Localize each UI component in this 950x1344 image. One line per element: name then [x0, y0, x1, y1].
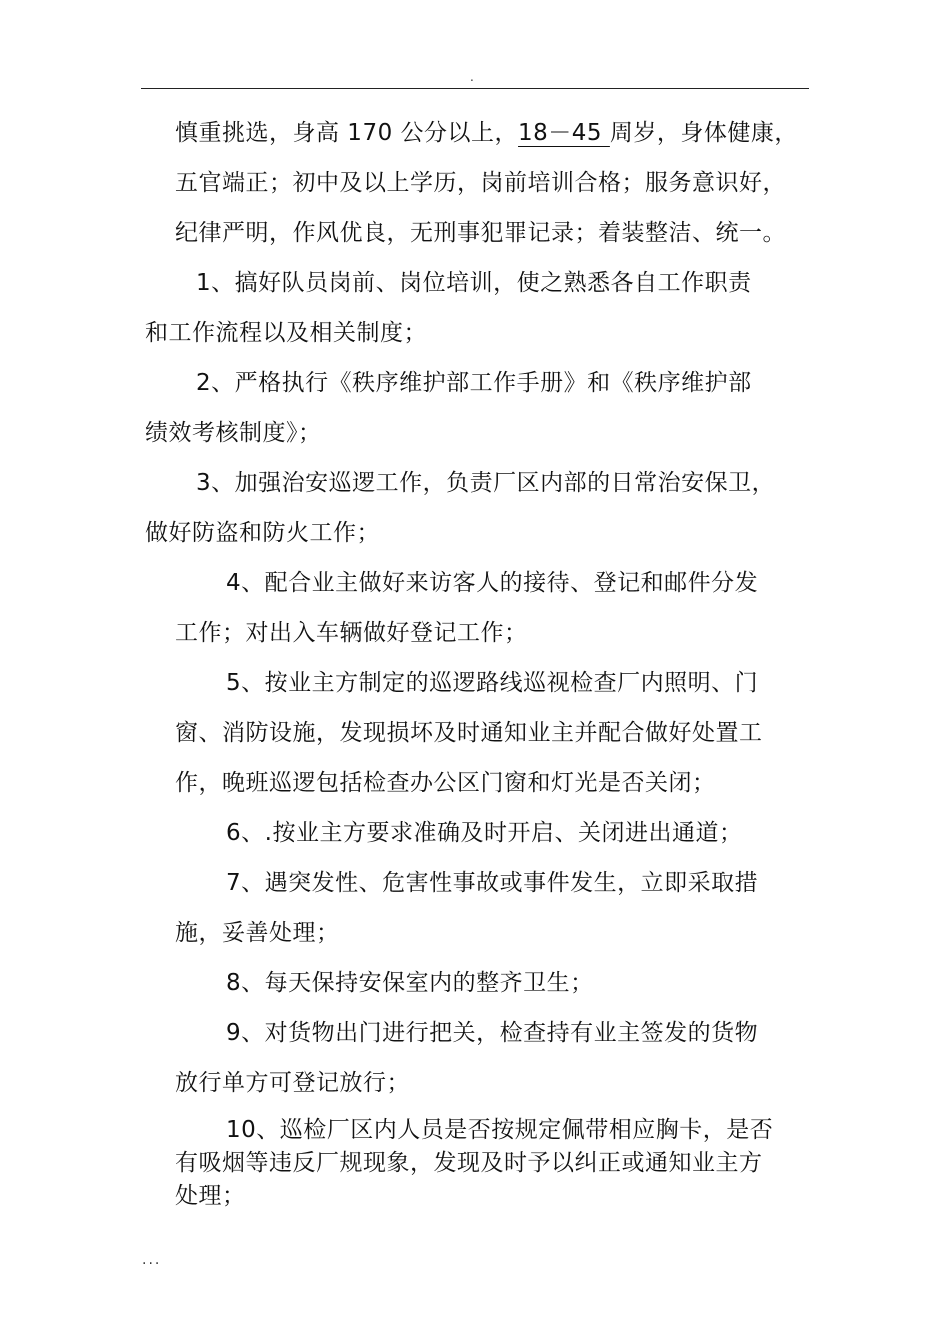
- text-line: 施，妥善处理；: [175, 920, 340, 946]
- text-line: 放行单方可登记放行；: [175, 1070, 410, 1096]
- underlined-age-range: 18－45: [518, 120, 610, 146]
- text-line: 作，晚班巡逻包括检查办公区门窗和灯光是否关闭；: [175, 770, 716, 796]
- header-mark: .: [470, 70, 474, 84]
- text-line: 2、严格执行《秩序维护部工作手册》和《秩序维护部: [196, 370, 752, 396]
- text-line: 1、搞好队员岗前、岗位培训，使之熟悉各自工作职责: [196, 270, 752, 296]
- text-line: 纪律严明，作风优良，无刑事犯罪记录；着装整洁、统一。: [175, 220, 786, 246]
- footer-mark: ...: [142, 1252, 162, 1268]
- header-rule: [141, 88, 809, 89]
- text-line: [175, 118, 798, 148]
- text-line: 有吸烟等违反厂规现象，发现及时予以纠正或通知业主方: [175, 1150, 763, 1176]
- text-line: 处理；: [175, 1183, 246, 1209]
- text-line: 五官端正；初中及以上学历，岗前培训合格；服务意识好，: [175, 170, 786, 196]
- text-line: 3、加强治安巡逻工作，负责厂区内部的日常治安保卫，: [196, 470, 776, 496]
- text-line: 7、遇突发性、危害性事故或事件发生，立即采取措: [226, 870, 759, 896]
- text-segment: 周岁，身体健康，: [609, 120, 798, 146]
- text-segment: 慎重挑选，身高 170 公分以上，: [175, 120, 519, 146]
- text-line: 5、按业主方制定的巡逻路线巡视检查厂内照明、门: [226, 670, 759, 696]
- text-line: 10、巡检厂区内人员是否按规定佩带相应胸卡，是否: [226, 1117, 774, 1143]
- text-line: 6、.按业主方要求准确及时开启、关闭进出通道；: [226, 820, 743, 846]
- text-line: 8、每天保持安保室内的整齐卫生；: [226, 970, 594, 996]
- text-line: 工作；对出入车辆做好登记工作；: [175, 620, 528, 646]
- text-line: 绩效考核制度》；: [145, 420, 322, 446]
- text-line: 窗、消防设施，发现损坏及时通知业主并配合做好处置工: [175, 720, 763, 746]
- text-line: 9、对货物出门进行把关，检查持有业主签发的货物: [226, 1020, 759, 1046]
- text-line: 4、配合业主做好来访客人的接待、登记和邮件分发: [226, 570, 759, 596]
- text-line: 做好防盗和防火工作；: [145, 520, 380, 546]
- text-line: 和工作流程以及相关制度；: [145, 320, 427, 346]
